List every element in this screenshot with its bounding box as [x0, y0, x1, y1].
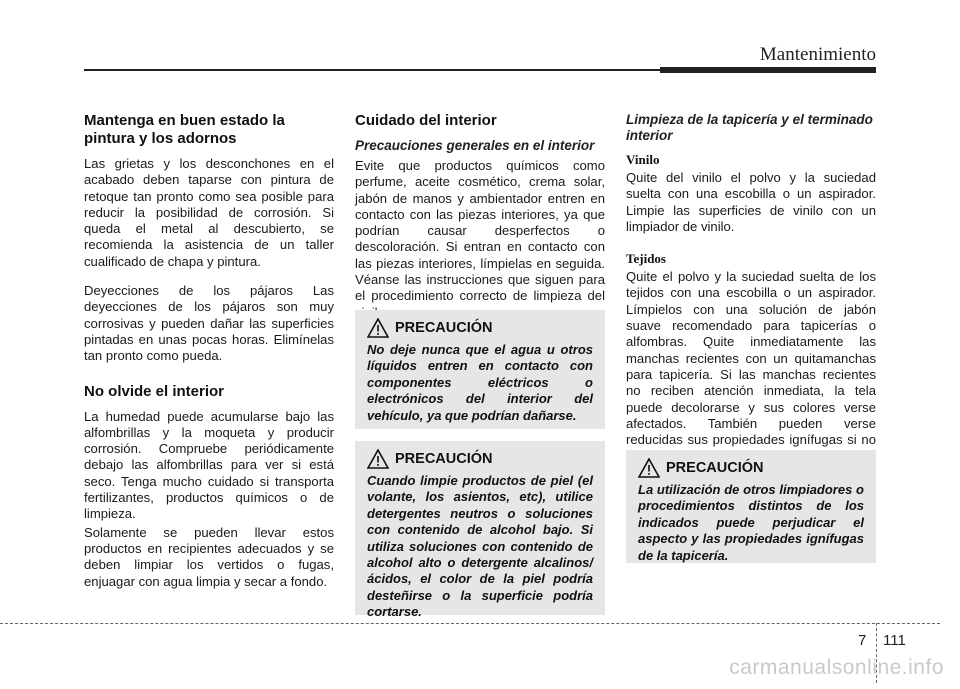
header-rule-accent	[660, 67, 876, 73]
warning-triangle-icon	[367, 449, 389, 469]
caution-text: La utilización de otros limpiadores o procedimientos distintos de los indicados puede perjudicar el aspecto y las propiedades ignífugas de la tapicería.	[638, 482, 864, 563]
paragraph-paint-chips: Las grietas y los desconchones en el acabado deben taparse con pintura de retoque tan pronto como sea posible para reducir la posibilidad de corrosión. Si queda el metal al descubierto, se recomienda la asistencia de un taller cualificado de chapa y pintura.	[84, 156, 334, 269]
caution-box-water	[355, 310, 605, 429]
column-3	[626, 112, 876, 478]
label-tejidos: Tejidos	[626, 251, 666, 267]
subheading-upholstery: Limpieza de la tapicería y el terminado interior	[626, 112, 873, 143]
caution-title: PRECAUCIÓN	[666, 460, 764, 476]
paragraph-vinilo: Quite del vinilo el polvo y la suciedad suelta con una escobilla o un aspirador. Limpie las superficies de vinilo con un limpiador de vinilo.	[626, 170, 876, 234]
caution-box-upholstery	[626, 450, 876, 563]
watermark: carmanualsonline.info	[729, 656, 944, 679]
caution-title: PRECAUCIÓN	[395, 320, 493, 336]
page-number: 111	[883, 632, 906, 649]
caution-text: No deje nunca que el agua u otros líquidos entren en contacto con componentes eléctricos o electrónicos del interior del vehículo, ya que podrían dañarse.	[367, 342, 593, 423]
paragraph-bird-droppings: Deyecciones de los pájaros Las deyecciones de los pájaros son muy corrosivas y pueden dañar las superficies pintadas en unas pocas horas. Elimínelas tan pronto como pueda.	[84, 283, 334, 364]
caution-box-leather	[355, 441, 605, 620]
paragraph-chemicals: Evite que productos químicos como perfume, aceite cosmético, crema solar, jabón de manos y ambientador entren en contacto con las piezas interiores, ya que podrían causar desperfectos o descoloración. Si entran en contacto con las piezas interiores, límpielas en seguida. Véanse las instrucciones que siguen para el procedimiento correcto de limpieza del	[355, 158, 605, 304]
warning-triangle-icon	[367, 318, 389, 338]
column-1	[84, 112, 334, 603]
label-vinilo: Vinilo	[626, 152, 660, 167]
section-title: Mantenimiento	[759, 44, 876, 65]
header-rule	[84, 69, 660, 71]
heading-interior: No olvide el interior	[84, 382, 225, 400]
paragraph-containers: Solamente se pueden llevar estos productos en recipientes adecuados y se deben limpiar los vertidos o fugas, enjuagar con agua limpia y secar a fondo.	[84, 524, 334, 589]
warning-triangle-icon	[638, 458, 660, 478]
chapter-number: 7	[858, 632, 867, 649]
paragraph-humidity: La humedad puede acumularse bajo las alfombrillas y la moqueta y producir corrosión. Compruebe periódicamente debajo las alfombrillas para ver si está seco. Tenga mucho cuidado si transporta fertilizantes, productos químicos o de limpieza.	[84, 408, 334, 522]
caution-text: Cuando limpie productos de piel (el volante, los asientos, etc), utilice detergentes neutros o soluciones con contenido de alcohol bajo. Si utiliza soluciones con contenido de alcohol alto o detergente alcalinos/ ácidos, el color de la piel podría desteñirse o la superficie podría cortarse.	[367, 473, 593, 620]
column-2	[355, 112, 605, 334]
heading-paint-care: Mantenga en buen estado la pintura y los adornos	[84, 112, 285, 147]
heading-interior-care: Cuidado del interior	[355, 112, 497, 129]
caution-title: PRECAUCIÓN	[395, 451, 493, 467]
paragraph-tejidos: Quite el polvo y la suciedad suelta de los tejidos con una escobilla o un aspirador. Límpielos con una solución de jabón suave recomendado para tapicerías o alfombras. Quite inmediatamente las manchas recientes con un quitamanchas para tapicería. Si las manchas recientes no reciben atención inmediata, la tela puede decolorarse y sus colores verse afectados. También pueden verse reducidas sus propiedades ignífugas si no	[626, 269, 876, 448]
subheading-general-precautions: Precauciones generales en el interior	[355, 138, 595, 153]
footer-rule	[0, 623, 940, 624]
